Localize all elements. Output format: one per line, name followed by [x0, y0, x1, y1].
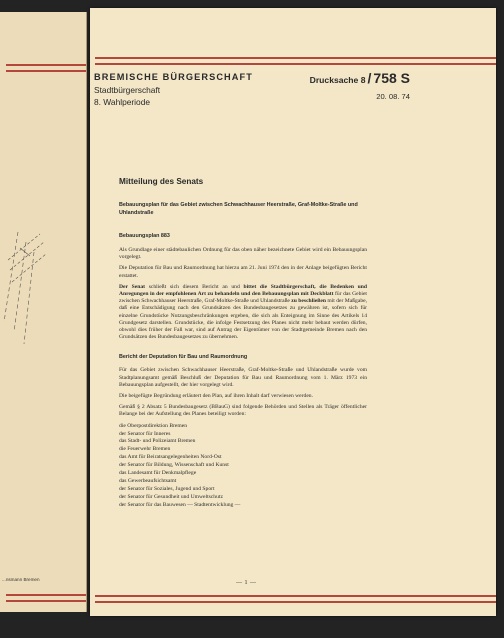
paragraph-3-text-c: mit der Maßgabe, daß eine Entschädigung nach den Grundsätzen des Bundesbaugesetzes zu gewähren ist, sofern sich für einzelne Grundstücke Nutzungsbeschränkungen ergeben, die sich als Enteignung im Sinne des Artikels 14 Grundgesetz darstellen. Grundstücke, die infolge Festsetzung des Planes nicht mehr bebaut werden dürfen, obwohl dies früher der Fall war, sind auf Antrag der Eigentümer von der Stadtgemeinde Bremen nach den Grundsätzen des Bundesbaugesetzes zu übernehmen.: [119, 298, 367, 341]
paragraph-3-bold-2: bittet die Stadtbürgerschaft, die Bedenken und Anregungen in der empfohlenen Art zu behandeln und den Bebauungsplan mit Deckblatt: [119, 283, 367, 298]
list-item: die Oberpostdirektion Bremen: [119, 422, 188, 429]
list-item: das Stadt- und Polizeiamt Bremen: [119, 438, 196, 445]
report-heading: Bericht der Deputation für Bau und Raumordnung: [119, 354, 248, 361]
left-page-sketch: [0, 212, 86, 372]
paragraph-3-bold-1: Der Senat: [119, 283, 145, 290]
left-rule-top-2: [6, 70, 86, 72]
page-number: — 1 —: [236, 580, 257, 586]
list-item: die Feuerwehr Bremen: [119, 446, 171, 453]
list-item: das Landesamt für Denkmalpflege: [119, 470, 197, 477]
report-paragraph-2: Die beigefügte Begründung erläutert den Plan, auf ihren Inhalt darf verwiesen werden.: [119, 393, 313, 400]
legislative-period: 8. Wahlperiode: [94, 97, 151, 107]
drucksache-reference: [310, 70, 410, 88]
document-page: [90, 8, 496, 616]
drucksache-separator: /: [367, 70, 372, 86]
list-item: der Senator für das Bauwesen — Stadtentwicklung —: [119, 501, 241, 508]
rule-top-1: [95, 57, 496, 59]
document-heading: Mitteilung des Senats: [119, 177, 204, 186]
report-paragraph-1: Für das Gebiet zwischen Schwachhauser Heerstraße, Graf-Moltke-Straße und Uhlandstraße wurde vom Stadtplanungsamt gemäß Beschluß der Deputation für Bau und Raumordnung vom 1. März 1973 ein Bebauungsplan aufgestellt, der hier vorgelegt wird.: [119, 367, 367, 388]
report-paragraph-3: Gemäß § 2 Absatz 5 Bundesbaugesetz (BBauG) sind folgende Behörden und Stellen als Träger öffentlicher Belange bei der Aufstellung des Planes beteiligt worden:: [119, 404, 367, 418]
paragraph-1: Als Grundlage einer städtebaulichen Ordnung für das oben näher bezeichnete Gebiet wird ein Bebauungsplan vorgelegt.: [119, 247, 367, 261]
list-item: das Amt für Beiratsangelegenheiten Nord-Ost: [119, 454, 222, 461]
rule-bottom-2: [95, 601, 496, 603]
plan-heading: Bebauungsplan 883: [119, 233, 170, 239]
paragraph-3-text-a: schließt sich diesem Bericht an und: [145, 283, 244, 290]
paragraph-3-bold-3: zu beschließen: [291, 298, 326, 305]
document-subject: Bebauungsplan für das Gebiet zwischen Schwachhauser Heerstraße, Graf-Moltke-Straße und Uhlandstraße: [119, 202, 358, 216]
list-item: der Senator für Gesundheit und Umweltschutz: [119, 493, 223, 500]
paragraph-3: [119, 284, 367, 342]
list-item: der Senator für Soziales, Jugend und Sport: [119, 485, 215, 492]
left-page-caption: ...nsmann Bremen: [2, 577, 40, 582]
organization-body: Stadtbürgerschaft: [94, 85, 161, 95]
left-page: [0, 12, 87, 612]
drucksache-number: 758 S: [373, 70, 410, 86]
drucksache-label: Drucksache 8: [309, 75, 366, 85]
list-item: der Senator für Inneres: [119, 430, 171, 437]
document-body: [119, 177, 367, 510]
left-rule-top-1: [6, 64, 86, 66]
rule-top-2: [95, 63, 496, 65]
agency-list: [119, 423, 367, 510]
left-rule-bottom-1: [6, 594, 86, 596]
document-date: 20. 08. 74: [376, 92, 410, 101]
organization-title: BREMISCHE BÜRGERSCHAFT: [94, 72, 253, 82]
left-rule-bottom-2: [6, 600, 86, 602]
rule-bottom-1: [95, 595, 496, 597]
list-item: der Senator für Bildung, Wissenschaft und Kunst: [119, 462, 229, 469]
paragraph-2: Die Deputation für Bau und Raumordnung hat hierzu am 21. Juni 1974 den in der Anlage beigefügten Bericht erstattet.: [119, 265, 367, 279]
paragraph-3-text-b: für das Gebiet zwischen Schwachhauser Heerstraße, Graf-Moltke-Straße und Uhlandstraße: [119, 291, 367, 305]
list-item: das Gewerbeaufsichtsamt: [119, 478, 177, 484]
